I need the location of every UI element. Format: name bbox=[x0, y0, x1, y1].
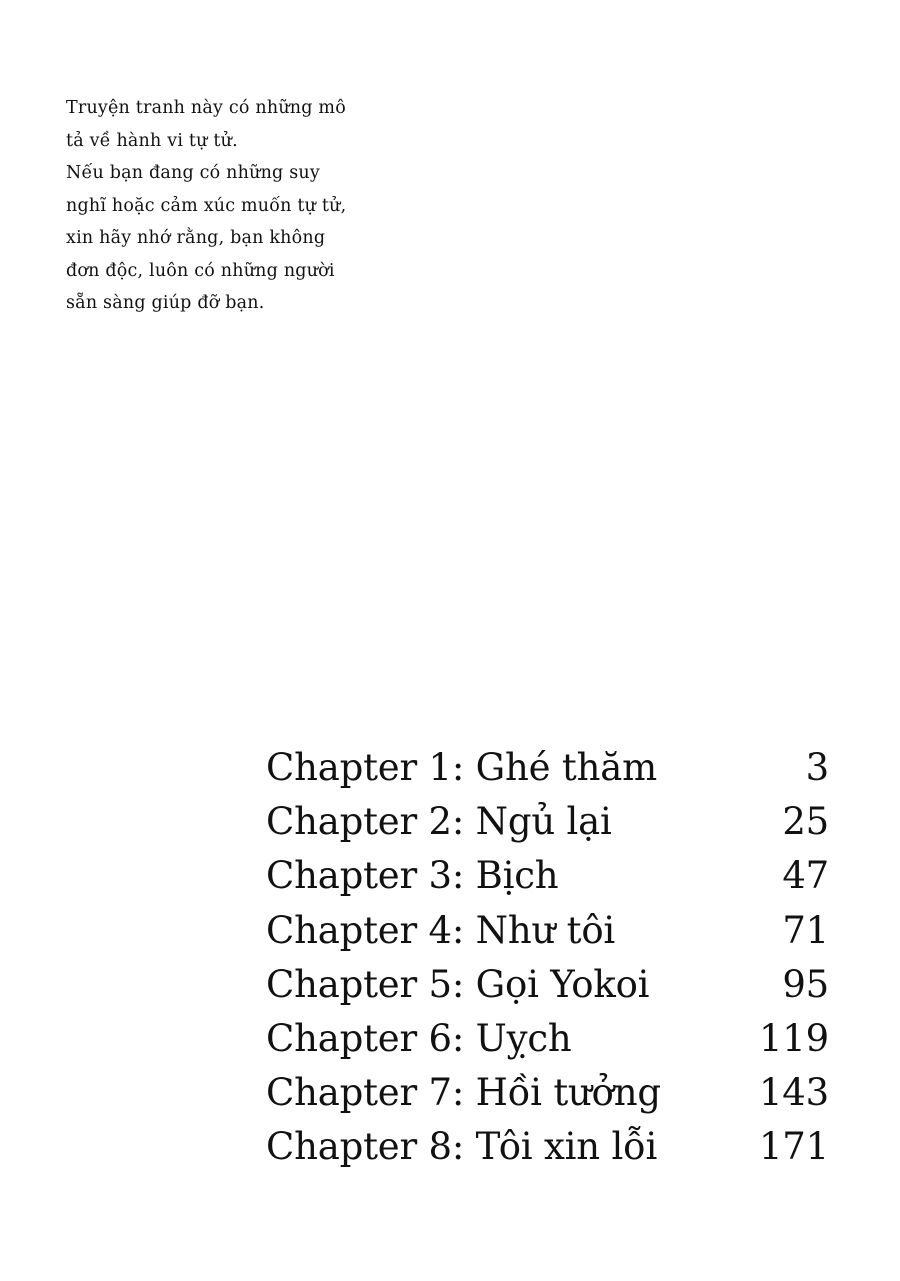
page-number: 143 bbox=[758, 1071, 829, 1115]
warning-line: sẵn sàng giúp đỡ bạn. bbox=[66, 293, 265, 313]
toc-entry-chapter-1 bbox=[266, 741, 829, 795]
page-number: 25 bbox=[782, 800, 829, 844]
table-of-contents bbox=[266, 741, 829, 1175]
chapter-title: Chapter 2: Ngủ lại bbox=[266, 800, 612, 844]
toc-entry-chapter-7 bbox=[266, 1066, 829, 1120]
warning-line: Nếu bạn đang có những suy bbox=[66, 163, 320, 183]
toc-entry-chapter-3 bbox=[266, 849, 829, 903]
page-number: 171 bbox=[758, 1125, 829, 1169]
toc-entry-chapter-4 bbox=[266, 904, 829, 958]
warning-line: nghĩ hoặc cảm xúc muốn tự tử, bbox=[66, 195, 347, 216]
chapter-title: Chapter 5: Gọi Yokoi bbox=[266, 962, 650, 1006]
toc-entry-chapter-8 bbox=[266, 1120, 829, 1174]
page-number: 95 bbox=[782, 962, 829, 1006]
chapter-title: Chapter 3: Bịch bbox=[266, 854, 559, 898]
toc-entry-chapter-6 bbox=[266, 1012, 829, 1066]
chapter-title: Chapter 4: Như tôi bbox=[266, 908, 616, 952]
chapter-title: Chapter 7: Hồi tưởng bbox=[266, 1071, 661, 1115]
toc-entry-chapter-5 bbox=[266, 958, 829, 1012]
warning-line: xin hãy nhớ rằng, bạn không bbox=[66, 228, 326, 248]
toc-entry-chapter-2 bbox=[266, 795, 829, 849]
warning-line: tả về hành vi tự tử. bbox=[66, 130, 238, 151]
chapter-title: Chapter 8: Tôi xin lỗi bbox=[266, 1125, 658, 1169]
page-number: 47 bbox=[782, 854, 829, 898]
warning-line: đơn độc, luôn có những người bbox=[66, 260, 335, 281]
page-number: 3 bbox=[805, 746, 829, 789]
content-warning bbox=[66, 92, 366, 320]
chapter-title: Chapter 1: Ghé thăm bbox=[266, 746, 657, 789]
chapter-title: Chapter 6: Uỵch bbox=[266, 1016, 572, 1060]
page-number: 119 bbox=[758, 1016, 829, 1060]
page-number: 71 bbox=[782, 908, 829, 952]
warning-line: Truyện tranh này có những mô bbox=[66, 98, 346, 118]
